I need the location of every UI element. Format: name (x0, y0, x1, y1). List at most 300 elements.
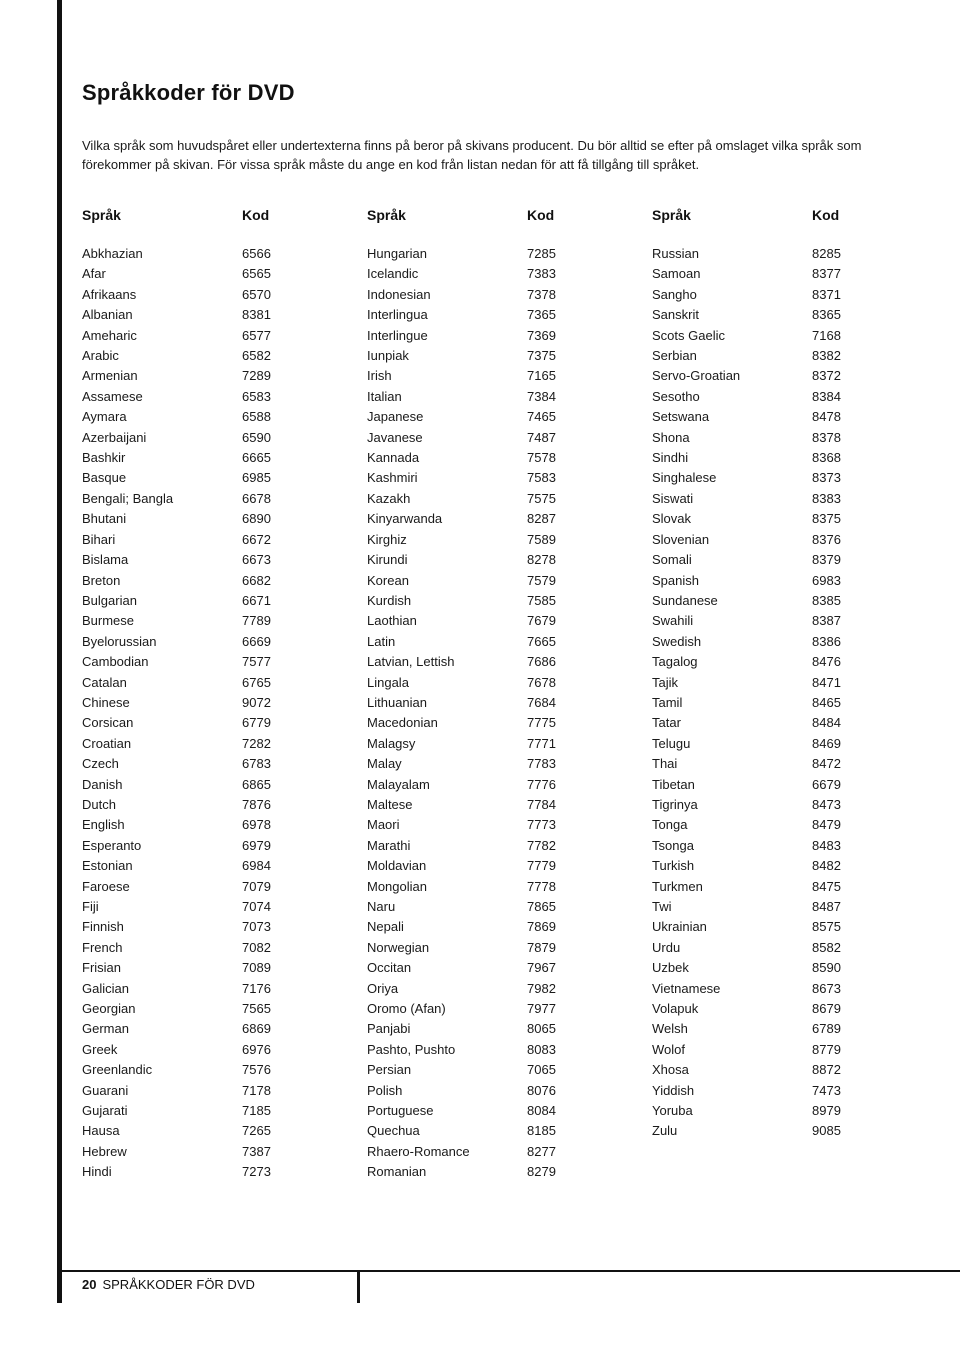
language-row (82, 448, 342, 468)
language-row (652, 1060, 912, 1080)
language-code: 7285 (527, 246, 556, 261)
language-code: 8575 (812, 919, 841, 935)
language-code: 8385 (812, 592, 841, 608)
language-name: Interlingue (367, 327, 428, 343)
language-name: Serbian (652, 348, 697, 364)
language-name: Azerbaijani (82, 429, 147, 445)
language-row (367, 673, 627, 693)
language-name: Assamese (82, 388, 143, 404)
language-name: Malayalam (367, 776, 430, 792)
language-row (652, 428, 912, 448)
language-row (367, 509, 627, 529)
language-row (82, 509, 342, 529)
language-code: 8590 (812, 960, 841, 976)
language-row (652, 346, 912, 366)
language-row (82, 775, 342, 795)
language-row (82, 305, 342, 325)
language-row (652, 611, 912, 631)
language-code: 8379 (812, 552, 841, 568)
language-code: 7778 (527, 878, 556, 894)
language-row (82, 938, 342, 958)
language-code: 7473 (812, 1082, 841, 1098)
language-name: Yoruba (652, 1103, 693, 1119)
language-row (367, 530, 627, 550)
language-row (652, 897, 912, 917)
language-code: 7679 (527, 613, 556, 629)
language-row (82, 326, 342, 346)
language-row (367, 346, 627, 366)
language-name: Ukrainian (652, 919, 707, 935)
language-name: Pashto, Pushto (367, 1041, 456, 1057)
language-name: Panjabi (367, 1021, 411, 1037)
language-code: 6765 (242, 674, 271, 690)
language-row (82, 836, 342, 856)
language-code: 6869 (242, 1021, 271, 1037)
footer-divider (357, 1270, 360, 1303)
language-row (82, 795, 342, 815)
language-name: Hindi (82, 1164, 112, 1180)
language-name: Tonga (652, 817, 688, 833)
language-code: 8285 (812, 246, 841, 261)
language-name: Irish (367, 368, 392, 384)
language-name: Tigrinya (652, 796, 698, 812)
language-name: Norwegian (367, 939, 430, 955)
language-name: Bihari (82, 531, 116, 547)
language-code: 7583 (527, 470, 556, 486)
language-row (82, 1101, 342, 1121)
language-code: 8473 (812, 796, 841, 812)
language-row (82, 428, 342, 448)
language-code: 7577 (242, 654, 271, 670)
language-code: 7782 (527, 837, 556, 853)
language-code: 7578 (527, 450, 556, 466)
language-name: Faroese (82, 878, 130, 894)
language-row (367, 407, 627, 427)
language-name: Latvian, Lettish (367, 654, 455, 670)
language-code: 8484 (812, 715, 841, 731)
language-code: 8387 (812, 613, 841, 629)
language-code: 8383 (812, 490, 841, 506)
language-code: 6783 (242, 756, 271, 772)
language-code: 6890 (242, 511, 271, 527)
language-code: 7865 (527, 899, 556, 914)
language-code: 6583 (242, 388, 271, 404)
language-row (652, 407, 912, 427)
language-name: Servo-Groatian (652, 368, 741, 384)
language-name: Welsh (652, 1021, 688, 1037)
language-row (652, 673, 912, 693)
language-code: 6570 (242, 286, 271, 302)
language-name: Guarani (82, 1082, 129, 1098)
language-name: Uzbek (652, 960, 689, 976)
language-code: 6682 (242, 572, 271, 588)
language-name: Latin (367, 633, 396, 649)
language-row (82, 1019, 342, 1039)
language-code: 8376 (812, 531, 841, 547)
language-name: Shona (652, 429, 690, 445)
language-row (367, 285, 627, 305)
language-row (652, 938, 912, 958)
language-row (367, 1162, 627, 1182)
language-code: 7387 (242, 1143, 271, 1159)
language-code: 7079 (242, 878, 271, 894)
language-code: 8279 (527, 1164, 556, 1180)
language-code: 7378 (527, 286, 556, 302)
language-row (652, 1019, 912, 1039)
language-name: Greenlandic (82, 1062, 153, 1078)
language-row (652, 979, 912, 999)
language-row (652, 305, 912, 325)
language-code: 7579 (527, 572, 556, 588)
language-name: Afrikaans (82, 286, 137, 302)
language-name: English (82, 817, 125, 833)
language-name: Kashmiri (367, 470, 418, 486)
language-name: Dutch (82, 796, 116, 812)
language-row (82, 407, 342, 427)
language-code: 6590 (242, 429, 271, 445)
language-name: Icelandic (367, 266, 419, 282)
language-name: Singhalese (652, 470, 717, 486)
language-name: Telugu (652, 735, 691, 751)
language-name: Iunpiak (367, 348, 409, 364)
language-code: 7074 (242, 899, 271, 914)
language-name: Esperanto (82, 837, 142, 853)
page-footer (82, 1276, 255, 1294)
language-code: 7779 (527, 858, 556, 874)
language-code: 6673 (242, 552, 271, 568)
language-code: 7178 (242, 1082, 271, 1098)
language-code: 7967 (527, 960, 556, 976)
language-code: 7678 (527, 674, 556, 690)
language-name: Afar (82, 266, 106, 282)
language-code: 6984 (242, 858, 271, 874)
language-row (82, 897, 342, 917)
language-row (652, 1081, 912, 1101)
language-code: 7585 (527, 592, 556, 608)
language-name: Gujarati (82, 1103, 128, 1119)
header-language: Språk (367, 207, 406, 223)
language-name: Greek (82, 1041, 118, 1057)
language-row (652, 448, 912, 468)
language-code: 6979 (242, 837, 271, 853)
language-row (82, 917, 342, 937)
header-code: Kod (812, 207, 840, 223)
page-number: 20 (82, 1277, 97, 1292)
language-name: Tatar (652, 715, 681, 731)
language-row (367, 1101, 627, 1121)
language-row (82, 264, 342, 284)
language-name: Russian (652, 246, 699, 261)
language-row (82, 244, 342, 264)
language-row (367, 775, 627, 795)
language-code: 7165 (527, 368, 556, 384)
language-name: Turkish (652, 858, 695, 874)
language-row (652, 713, 912, 733)
language-row (82, 468, 342, 488)
language-name: Frisian (82, 960, 122, 976)
language-name: Nepali (367, 919, 404, 935)
language-code: 8779 (812, 1041, 841, 1057)
language-row (367, 917, 627, 937)
language-code: 7783 (527, 756, 556, 772)
header-code: Kod (527, 207, 555, 223)
header-language: Språk (82, 207, 121, 223)
language-name: Oriya (367, 980, 399, 996)
language-name: Tsonga (652, 837, 694, 853)
language-row (652, 836, 912, 856)
language-code: 8287 (527, 511, 556, 527)
language-row (367, 877, 627, 897)
language-code: 7265 (242, 1123, 271, 1139)
language-row (367, 958, 627, 978)
language-row (652, 1121, 912, 1141)
left-margin-rule (57, 0, 62, 1303)
language-row (652, 285, 912, 305)
language-code: 7684 (527, 694, 556, 710)
language-code: 8469 (812, 735, 841, 751)
language-code: 6985 (242, 470, 271, 486)
language-row (652, 571, 912, 591)
language-code: 7375 (527, 348, 556, 364)
language-row (367, 632, 627, 652)
language-row (652, 530, 912, 550)
language-row (82, 489, 342, 509)
language-code: 8368 (812, 450, 841, 466)
language-row (367, 754, 627, 774)
language-row (82, 856, 342, 876)
language-row (82, 1040, 342, 1060)
language-code: 7589 (527, 531, 556, 547)
language-row (367, 693, 627, 713)
language-row (652, 958, 912, 978)
language-code: 7073 (242, 919, 271, 935)
language-name: Byelorussian (82, 633, 157, 649)
language-code: 7065 (527, 1062, 556, 1078)
language-name: Danish (82, 776, 123, 792)
footer-section-title: SPRÅKKODER FÖR DVD (102, 1277, 255, 1292)
language-code: 7876 (242, 796, 271, 812)
language-code: 6588 (242, 409, 271, 425)
language-name: Occitan (367, 960, 412, 976)
language-name: Croatian (82, 735, 132, 751)
language-name: Rhaero-Romance (367, 1143, 470, 1159)
language-row (82, 1142, 342, 1162)
language-code: 6983 (812, 572, 841, 588)
language-row (82, 530, 342, 550)
language-name: Lingala (367, 674, 409, 690)
language-row (367, 448, 627, 468)
language-name: Scots Gaelic (652, 327, 725, 343)
language-name: Turkmen (652, 878, 703, 894)
language-code: 6566 (242, 246, 271, 261)
language-row (652, 1040, 912, 1060)
language-name: Albanian (82, 307, 133, 323)
language-code: 7465 (527, 409, 556, 425)
language-name: Maltese (367, 796, 413, 812)
language-code: 6577 (242, 327, 271, 343)
language-code: 7576 (242, 1062, 271, 1078)
language-name: Sindhi (652, 450, 689, 466)
language-code: 6582 (242, 348, 271, 364)
language-name: Kazakh (367, 490, 411, 506)
language-code: 8382 (812, 348, 841, 364)
language-code: 7369 (527, 327, 556, 343)
language-code: 6671 (242, 592, 271, 608)
language-name: Bislama (82, 552, 129, 568)
language-row (367, 836, 627, 856)
language-row (367, 468, 627, 488)
language-code: 8487 (812, 899, 841, 914)
language-row (82, 713, 342, 733)
language-name: Urdu (652, 939, 681, 955)
language-name: Finnish (82, 919, 124, 935)
language-code: 6978 (242, 817, 271, 833)
language-code: 8478 (812, 409, 841, 425)
language-code: 8465 (812, 694, 841, 710)
language-name: Malay (367, 756, 402, 772)
language-code: 6865 (242, 776, 271, 792)
language-row (367, 897, 627, 917)
language-row (82, 999, 342, 1019)
language-name: Breton (82, 572, 121, 588)
language-row (82, 652, 342, 672)
language-name: Hausa (82, 1123, 120, 1139)
language-code: 7383 (527, 266, 556, 282)
language-row (82, 693, 342, 713)
language-name: Slovak (652, 511, 692, 527)
language-code: 7665 (527, 633, 556, 649)
language-code: 7982 (527, 980, 556, 996)
language-row (82, 754, 342, 774)
language-code: 7776 (527, 776, 556, 792)
language-name: Swedish (652, 633, 702, 649)
language-name: Basque (82, 470, 127, 486)
language-row (652, 244, 912, 264)
language-name: Abkhazian (82, 246, 143, 261)
language-name: Korean (367, 572, 409, 588)
language-name: Cambodian (82, 654, 149, 670)
language-name: Polish (367, 1082, 403, 1098)
language-row (367, 1060, 627, 1080)
language-row (82, 285, 342, 305)
language-name: Twi (652, 899, 672, 914)
language-name: Tagalog (652, 654, 698, 670)
language-row (82, 1162, 342, 1182)
language-code: 7384 (527, 388, 556, 404)
header-code: Kod (242, 207, 270, 223)
language-name: Galician (82, 980, 129, 996)
language-name: Arabic (82, 348, 119, 364)
language-code: 7773 (527, 817, 556, 833)
language-name: Mongolian (367, 878, 427, 894)
language-name: Malagsy (367, 735, 416, 751)
language-row (652, 754, 912, 774)
language-row (367, 550, 627, 570)
language-code: 7176 (242, 980, 271, 996)
language-row (652, 1101, 912, 1121)
language-row (82, 571, 342, 591)
language-row (652, 734, 912, 754)
language-name: Javanese (367, 429, 423, 445)
language-row (652, 795, 912, 815)
language-code: 9072 (242, 694, 271, 710)
language-code: 8979 (812, 1103, 841, 1119)
language-row (367, 591, 627, 611)
language-row (652, 366, 912, 386)
language-code: 8375 (812, 511, 841, 527)
language-code: 8277 (527, 1143, 556, 1159)
language-name: Estonian (82, 858, 133, 874)
language-name: Marathi (367, 837, 411, 853)
language-code: 7282 (242, 735, 271, 751)
language-name: Swahili (652, 613, 694, 629)
language-row (367, 979, 627, 999)
language-name: Hungarian (367, 246, 427, 261)
intro-paragraph: Vilka språk som huvudspåret eller undertexterna finns på beror på skivans producent. Du bör alltid se efter på omslaget vilka språk som förekommer på skivan. För vissa språk måste du ange en kod från listan nedan för att få tillgång till språket. (82, 138, 862, 172)
language-code: 8476 (812, 654, 841, 670)
language-row (367, 795, 627, 815)
language-code: 6669 (242, 633, 271, 649)
language-row (367, 856, 627, 876)
language-code: 6565 (242, 266, 271, 282)
language-name: Italian (367, 388, 402, 404)
language-name: Persian (367, 1062, 412, 1078)
language-name: Sanskrit (652, 307, 699, 323)
language-name: Tibetan (652, 776, 695, 792)
language-row (367, 611, 627, 631)
language-row (367, 489, 627, 509)
language-row (82, 734, 342, 754)
language-name: Japanese (367, 409, 424, 425)
language-name: Bhutani (82, 511, 127, 527)
language-row (82, 346, 342, 366)
language-name: Quechua (367, 1123, 420, 1139)
language-list (652, 244, 912, 1142)
language-name: Laothian (367, 613, 417, 629)
language-row (652, 264, 912, 284)
language-row (652, 550, 912, 570)
header-language: Språk (652, 207, 691, 223)
language-row (367, 428, 627, 448)
language-row (367, 264, 627, 284)
language-code: 7168 (812, 327, 841, 343)
language-row (367, 999, 627, 1019)
language-code: 8483 (812, 837, 841, 853)
language-row (82, 366, 342, 386)
language-name: Moldavian (367, 858, 427, 874)
language-row (367, 1040, 627, 1060)
language-name: Fiji (82, 899, 99, 914)
language-row (367, 1121, 627, 1141)
language-code: 7869 (527, 919, 556, 935)
language-name: Zulu (652, 1123, 678, 1139)
language-list (367, 244, 627, 1183)
language-code: 8479 (812, 817, 841, 833)
language-name: Kinyarwanda (367, 511, 443, 527)
language-name: Sesotho (652, 388, 700, 404)
language-code: 8365 (812, 307, 841, 323)
language-name: Spanish (652, 572, 699, 588)
language-name: Siswati (652, 490, 694, 506)
language-name: Armenian (82, 368, 138, 384)
language-name: Yiddish (652, 1082, 695, 1098)
language-row (652, 468, 912, 488)
language-name: Kirghiz (367, 531, 407, 547)
language-name: Georgian (82, 1001, 136, 1017)
language-row (82, 591, 342, 611)
language-row (82, 1121, 342, 1141)
language-code: 8673 (812, 980, 841, 996)
